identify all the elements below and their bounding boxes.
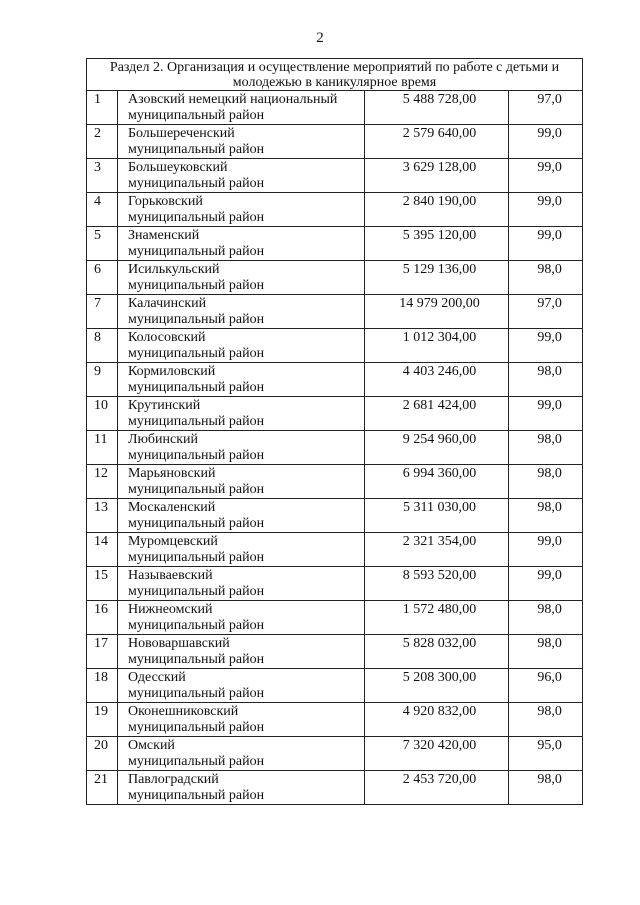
row-number: 10 [87,397,118,431]
district-type: муниципальный район [127,312,265,327]
district-name: Большереченский [127,126,235,141]
district-name-cell [117,669,364,703]
district-name-cell [117,329,364,363]
table-row [87,261,583,295]
amount-cell: 8 593 520,00 [364,567,508,601]
amount-cell: 5 395 120,00 [364,227,508,261]
district-name: Марьяновский [127,466,216,481]
district-name-cell [117,397,364,431]
section-header-row [87,59,583,91]
district-name-cell [117,295,364,329]
district-name-cell [117,91,364,125]
row-number: 11 [87,431,118,465]
percent-cell: 99,0 [509,125,583,159]
table-row [87,227,583,261]
table-row [87,703,583,737]
table-row [87,329,583,363]
row-number: 3 [87,159,118,193]
district-name: Большеуковский [127,160,228,175]
district-name-cell [117,601,364,635]
table-row [87,771,583,805]
row-number: 9 [87,363,118,397]
amount-cell: 2 840 190,00 [364,193,508,227]
amount-cell: 4 403 246,00 [364,363,508,397]
percent-cell: 99,0 [509,567,583,601]
district-type: муниципальный район [127,142,265,157]
amount-cell: 5 488 728,00 [364,91,508,125]
district-name: Называевский [127,568,213,583]
district-name: Нижнеомский [127,602,213,617]
district-name: Колосовский [127,330,206,345]
table-row [87,737,583,771]
amount-cell: 2 453 720,00 [364,771,508,805]
row-number: 8 [87,329,118,363]
table-body [87,59,583,805]
district-type: муниципальный район [127,788,265,803]
district-name: Горьковский [127,194,203,209]
district-name-cell [117,771,364,805]
district-name: Нововаршавский [127,636,230,651]
district-name-cell [117,193,364,227]
district-name-cell [117,703,364,737]
percent-cell: 98,0 [509,703,583,737]
amount-cell: 7 320 420,00 [364,737,508,771]
row-number: 15 [87,567,118,601]
amount-cell: 14 979 200,00 [364,295,508,329]
row-number: 18 [87,669,118,703]
percent-cell: 99,0 [509,193,583,227]
table-row [87,159,583,193]
table-row [87,533,583,567]
table-row [87,567,583,601]
percent-cell: 98,0 [509,601,583,635]
amount-cell: 2 321 354,00 [364,533,508,567]
district-type: муниципальный район [127,244,265,259]
table-row [87,601,583,635]
row-number: 1 [87,91,118,125]
district-name: Павлоградский [127,772,219,787]
district-name-cell [117,465,364,499]
district-name-cell [117,567,364,601]
amount-cell: 5 208 300,00 [364,669,508,703]
district-type: муниципальный район [127,176,265,191]
district-name-cell [117,159,364,193]
district-type: муниципальный район [127,652,265,667]
district-name: Исилькульский [127,262,220,277]
district-name: Кормиловский [127,364,216,379]
row-number: 16 [87,601,118,635]
percent-cell: 97,0 [509,295,583,329]
amount-cell: 2 579 640,00 [364,125,508,159]
percent-cell: 99,0 [509,159,583,193]
row-number: 12 [87,465,118,499]
district-type: муниципальный район [127,380,265,395]
percent-cell: 98,0 [509,431,583,465]
percent-cell: 95,0 [509,737,583,771]
district-type: муниципальный район [127,618,265,633]
district-name: Одесский [127,670,186,685]
row-number: 19 [87,703,118,737]
district-type: муниципальный район [127,720,265,735]
table-row [87,363,583,397]
district-name: Азовский немецкий национальный [127,92,338,107]
amount-cell: 2 681 424,00 [364,397,508,431]
amount-cell: 1 012 304,00 [364,329,508,363]
percent-cell: 98,0 [509,635,583,669]
amount-cell: 5 311 030,00 [364,499,508,533]
percent-cell: 98,0 [509,261,583,295]
district-name-cell [117,261,364,295]
district-type: муниципальный район [127,210,265,225]
district-type: муниципальный район [127,516,265,531]
row-number: 14 [87,533,118,567]
district-name: Муромцевский [127,534,218,549]
funding-table [86,58,583,805]
table-row [87,431,583,465]
row-number: 2 [87,125,118,159]
amount-cell: 5 129 136,00 [364,261,508,295]
row-number: 20 [87,737,118,771]
district-type: муниципальный район [127,550,265,565]
district-type: муниципальный район [127,754,265,769]
table-row [87,499,583,533]
district-name: Любинский [127,432,199,447]
table-row [87,193,583,227]
row-number: 4 [87,193,118,227]
amount-cell: 6 994 360,00 [364,465,508,499]
percent-cell: 99,0 [509,533,583,567]
district-name-cell [117,635,364,669]
row-number: 6 [87,261,118,295]
table-row [87,465,583,499]
amount-cell: 9 254 960,00 [364,431,508,465]
percent-cell: 98,0 [509,499,583,533]
row-number: 17 [87,635,118,669]
percent-cell: 98,0 [509,363,583,397]
district-type: муниципальный район [127,414,265,429]
percent-cell: 98,0 [509,771,583,805]
district-type: муниципальный район [127,448,265,463]
row-number: 21 [87,771,118,805]
district-name: Калачинский [127,296,207,311]
district-name-cell [117,227,364,261]
district-name: Крутинский [127,398,201,413]
page-number: 2 [316,30,324,46]
district-name-cell [117,499,364,533]
percent-cell: 96,0 [509,669,583,703]
district-name-cell [117,363,364,397]
row-number: 13 [87,499,118,533]
table-row [87,397,583,431]
district-type: муниципальный район [127,686,265,701]
district-type: муниципальный район [127,278,265,293]
percent-cell: 97,0 [509,91,583,125]
district-name: Знаменский [127,228,200,243]
percent-cell: 99,0 [509,329,583,363]
table-row [87,125,583,159]
district-type: муниципальный район [127,346,265,361]
percent-cell: 99,0 [509,227,583,261]
table-row [87,91,583,125]
district-name-cell [117,125,364,159]
amount-cell: 3 629 128,00 [364,159,508,193]
row-number: 7 [87,295,118,329]
district-type: муниципальный район [127,482,265,497]
percent-cell: 98,0 [509,465,583,499]
row-number: 5 [87,227,118,261]
percent-cell: 99,0 [509,397,583,431]
amount-cell: 4 920 832,00 [364,703,508,737]
table-row [87,635,583,669]
district-type: муниципальный район [127,584,265,599]
district-name-cell [117,533,364,567]
amount-cell: 1 572 480,00 [364,601,508,635]
district-name-cell [117,737,364,771]
table-row [87,295,583,329]
district-name: Омский [127,738,175,753]
district-name: Оконешниковский [127,704,239,719]
district-type: муниципальный район [127,108,265,123]
district-name-cell [117,431,364,465]
district-name: Москаленский [127,500,216,515]
section-title: Раздел 2. Организация и осуществление мероприятий по работе с детьми и молодежью в каникулярное время [87,59,583,91]
table-row [87,669,583,703]
amount-cell: 5 828 032,00 [364,635,508,669]
